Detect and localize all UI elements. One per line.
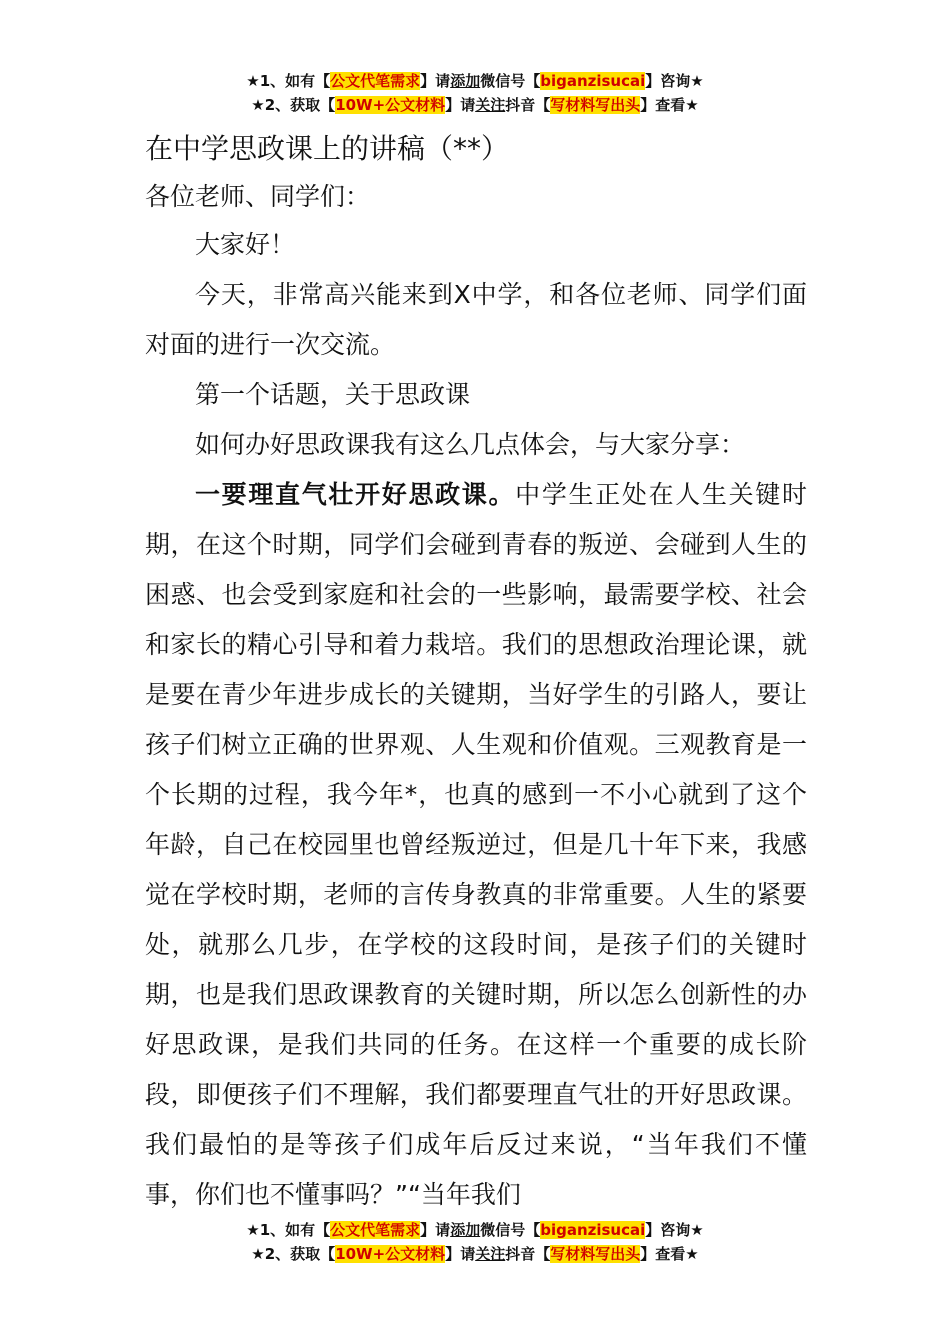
document-title: 在中学思政课上的讲稿（**） <box>145 132 510 165</box>
douyin-id: 写材料写出头 <box>550 96 641 114</box>
wechat-id: biganzisucai <box>540 1221 646 1239</box>
wechat-id: biganzisucai <box>540 72 646 90</box>
bottom-ad-line-2: ★2、获取【10W+公文材料】请关注抖音【写材料写出头】查看★ <box>251 1245 699 1263</box>
top-ad-line-1: ★1、如有【公文代笔需求】请添加微信号【biganzisucai】咨询★ <box>246 72 704 90</box>
ad-highlight: 公文代笔需求 <box>330 72 421 90</box>
top-ad-line-2: ★2、获取【10W+公文材料】请关注抖音【写材料写出头】查看★ <box>251 96 699 114</box>
paragraph-heading: 一要理直气壮开好思政课。 <box>195 480 516 509</box>
paragraph: 今天，非常高兴能来到X中学，和各位老师、同学们面对面的进行一次交流。 <box>145 280 807 359</box>
bottom-ad-line-1: ★1、如有【公文代笔需求】请添加微信号【biganzisucai】咨询★ <box>246 1221 704 1239</box>
paragraph: 如何办好思政课我有这么几点体会，与大家分享： <box>195 430 746 459</box>
douyin-id: 写材料写出头 <box>550 1245 641 1263</box>
paragraph: 第一个话题，关于思政课 <box>195 380 471 409</box>
ad-highlight: 10W+公文材料 <box>335 1245 446 1263</box>
paragraph: 大家好！ <box>195 230 296 259</box>
ad-highlight: 10W+公文材料 <box>335 96 446 114</box>
document-body <box>145 220 807 1220</box>
ad-highlight: 公文代笔需求 <box>330 1221 421 1239</box>
paragraph <box>145 470 807 1220</box>
greeting: 各位老师、同学们： <box>145 182 371 211</box>
paragraph-text: 中学生正处在人生关键时期，在这个时期，同学们会碰到青春的叛逆、会碰到人生的困惑、也会受到家庭和社会的一些影响，最需要学校、社会和家长的精心引导和着力栽培。我们的思想政治理论课，就是要在青少年进步成长的关键期，当好学生的引路人，要让孩子们树立正确的世界观、人生观和价值观。三观教育是一个长期的过程，我今年*，也真的感到一不小心就到了这个年龄，自己在校园里也曾经叛逆过，但是几十年下来，我感觉在学校时期，老师的言传身教真的非常重要。人生的紧要处，就那么几步，在学校的这段时间，是孩子们的关键时期，也是我们思政课教育的关键时期，所以怎么创新性的办好思政课，是我们共同的任务。在这样一个重要的成长阶段，即便孩子们不理解，我们都要理直气壮的开好思政课。我们最怕的是等孩子们成年后反过来说，“当年我们不懂事，你们也不懂事吗？”“当年我们 <box>145 480 807 1209</box>
